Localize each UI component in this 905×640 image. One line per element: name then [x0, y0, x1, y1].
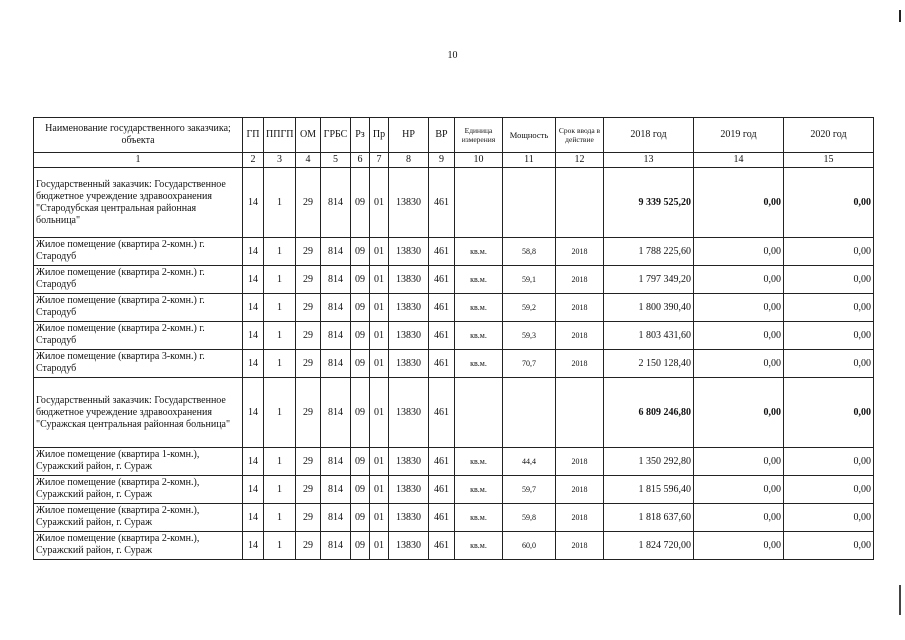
cell-rz: 09 — [351, 168, 370, 238]
cell-nr: 13830 — [389, 238, 429, 266]
cell-2018: 1 788 225,60 — [604, 238, 694, 266]
cell-rz: 09 — [351, 266, 370, 294]
header-cell: ГП — [243, 118, 264, 153]
cell-ppgp: 1 — [264, 168, 296, 238]
cell-2019: 0,00 — [694, 448, 784, 476]
cell-pr: 01 — [370, 238, 389, 266]
scan-edge-mark — [899, 10, 901, 22]
cell-vr: 461 — [429, 350, 455, 378]
cell-grbs: 814 — [321, 266, 351, 294]
cell-2019: 0,00 — [694, 294, 784, 322]
cell-ppgp: 1 — [264, 532, 296, 560]
cell-nr: 13830 — [389, 532, 429, 560]
cell-name: Жилое помещение (квартира 2-комн.) г. Стародуб — [34, 266, 243, 294]
object-row — [34, 476, 874, 504]
cell-gp: 14 — [243, 532, 264, 560]
cell-gp: 14 — [243, 238, 264, 266]
cell-unit: кв.м. — [455, 504, 503, 532]
cell-2019: 0,00 — [694, 504, 784, 532]
scan-edge-mark — [899, 585, 901, 615]
cell-2020: 0,00 — [784, 532, 874, 560]
header-row — [34, 118, 874, 153]
cell-2018: 1 350 292,80 — [604, 448, 694, 476]
cell-2020: 0,00 — [784, 350, 874, 378]
cell-om: 29 — [296, 168, 321, 238]
cell-name: Жилое помещение (квартира 2-комн.) г. Стародуб — [34, 294, 243, 322]
header-cell: Мощность — [503, 118, 556, 153]
cell-gp: 14 — [243, 168, 264, 238]
cell-grbs: 814 — [321, 504, 351, 532]
cell-2018: 1 824 720,00 — [604, 532, 694, 560]
column-number: 10 — [455, 153, 503, 168]
cell-power: 60,0 — [503, 532, 556, 560]
cell-gp: 14 — [243, 448, 264, 476]
cell-ppgp: 1 — [264, 294, 296, 322]
cell-pr: 01 — [370, 532, 389, 560]
cell-rz: 09 — [351, 448, 370, 476]
cell-om: 29 — [296, 294, 321, 322]
page-number: 10 — [447, 50, 458, 61]
object-row — [34, 294, 874, 322]
cell-ppgp: 1 — [264, 350, 296, 378]
cell-nr: 13830 — [389, 294, 429, 322]
header-cell: ОМ — [296, 118, 321, 153]
header-cell: 2019 год — [694, 118, 784, 153]
cell-grbs: 814 — [321, 476, 351, 504]
cell-2019: 0,00 — [694, 532, 784, 560]
cell-om: 29 — [296, 476, 321, 504]
cell-power: 59,1 — [503, 266, 556, 294]
customer-group-row — [34, 168, 874, 238]
cell-unit — [455, 168, 503, 238]
cell-2019: 0,00 — [694, 378, 784, 448]
cell-ppgp: 1 — [264, 504, 296, 532]
object-row — [34, 322, 874, 350]
cell-nr: 13830 — [389, 350, 429, 378]
cell-2018: 9 339 525,20 — [604, 168, 694, 238]
object-row — [34, 532, 874, 560]
cell-vr: 461 — [429, 294, 455, 322]
cell-nr: 13830 — [389, 476, 429, 504]
cell-2018: 2 150 128,40 — [604, 350, 694, 378]
cell-2020: 0,00 — [784, 266, 874, 294]
cell-pr: 01 — [370, 448, 389, 476]
column-number: 6 — [351, 153, 370, 168]
cell-grbs: 814 — [321, 448, 351, 476]
cell-vr: 461 — [429, 378, 455, 448]
header-cell: НР — [389, 118, 429, 153]
cell-ppgp: 1 — [264, 238, 296, 266]
cell-unit: кв.м. — [455, 532, 503, 560]
cell-nr: 13830 — [389, 168, 429, 238]
customer-group-row — [34, 378, 874, 448]
cell-2018: 1 800 390,40 — [604, 294, 694, 322]
cell-name: Жилое помещение (квартира 1-комн.), Суражский район, г. Сураж — [34, 448, 243, 476]
cell-year: 2018 — [556, 476, 604, 504]
column-number: 2 — [243, 153, 264, 168]
cell-om: 29 — [296, 532, 321, 560]
column-number-row — [34, 153, 874, 168]
cell-gp: 14 — [243, 476, 264, 504]
header-cell: ГРБС — [321, 118, 351, 153]
cell-pr: 01 — [370, 266, 389, 294]
column-number: 3 — [264, 153, 296, 168]
cell-year: 2018 — [556, 322, 604, 350]
object-row — [34, 266, 874, 294]
cell-nr: 13830 — [389, 504, 429, 532]
cell-grbs: 814 — [321, 238, 351, 266]
object-row — [34, 448, 874, 476]
cell-year: 2018 — [556, 266, 604, 294]
cell-year: 2018 — [556, 504, 604, 532]
cell-2018: 1 803 431,60 — [604, 322, 694, 350]
cell-vr: 461 — [429, 504, 455, 532]
cell-vr: 461 — [429, 266, 455, 294]
cell-unit: кв.м. — [455, 350, 503, 378]
cell-rz: 09 — [351, 532, 370, 560]
cell-2020: 0,00 — [784, 448, 874, 476]
cell-name: Жилое помещение (квартира 2-комн.), Суражский район, г. Сураж — [34, 504, 243, 532]
cell-pr: 01 — [370, 378, 389, 448]
header-cell: Пр — [370, 118, 389, 153]
cell-grbs: 814 — [321, 294, 351, 322]
cell-year: 2018 — [556, 294, 604, 322]
cell-grbs: 814 — [321, 378, 351, 448]
cell-year — [556, 378, 604, 448]
column-number: 7 — [370, 153, 389, 168]
cell-vr: 461 — [429, 532, 455, 560]
cell-power — [503, 168, 556, 238]
cell-gp: 14 — [243, 266, 264, 294]
cell-power — [503, 378, 556, 448]
cell-vr: 461 — [429, 238, 455, 266]
header-cell: 2018 год — [604, 118, 694, 153]
cell-om: 29 — [296, 504, 321, 532]
cell-ppgp: 1 — [264, 448, 296, 476]
header-cell: 2020 год — [784, 118, 874, 153]
column-number: 4 — [296, 153, 321, 168]
cell-grbs: 814 — [321, 322, 351, 350]
cell-2020: 0,00 — [784, 168, 874, 238]
object-row — [34, 238, 874, 266]
cell-pr: 01 — [370, 350, 389, 378]
cell-2020: 0,00 — [784, 378, 874, 448]
cell-unit: кв.м. — [455, 238, 503, 266]
cell-vr: 461 — [429, 448, 455, 476]
cell-gp: 14 — [243, 378, 264, 448]
column-number: 8 — [389, 153, 429, 168]
object-row — [34, 504, 874, 532]
cell-unit: кв.м. — [455, 476, 503, 504]
cell-gp: 14 — [243, 322, 264, 350]
cell-2020: 0,00 — [784, 504, 874, 532]
cell-2019: 0,00 — [694, 476, 784, 504]
cell-ppgp: 1 — [264, 266, 296, 294]
header-cell: ППГП — [264, 118, 296, 153]
column-number: 13 — [604, 153, 694, 168]
cell-grbs: 814 — [321, 350, 351, 378]
cell-rz: 09 — [351, 378, 370, 448]
cell-2018: 1 815 596,40 — [604, 476, 694, 504]
cell-2020: 0,00 — [784, 322, 874, 350]
cell-om: 29 — [296, 448, 321, 476]
cell-2019: 0,00 — [694, 238, 784, 266]
cell-2019: 0,00 — [694, 322, 784, 350]
cell-unit: кв.м. — [455, 294, 503, 322]
cell-year — [556, 168, 604, 238]
header-cell: Единица измерения — [455, 118, 503, 153]
cell-grbs: 814 — [321, 168, 351, 238]
column-number: 9 — [429, 153, 455, 168]
cell-year: 2018 — [556, 448, 604, 476]
cell-pr: 01 — [370, 504, 389, 532]
cell-nr: 13830 — [389, 378, 429, 448]
cell-gp: 14 — [243, 504, 264, 532]
cell-rz: 09 — [351, 350, 370, 378]
cell-power: 59,3 — [503, 322, 556, 350]
column-number: 1 — [34, 153, 243, 168]
header-cell: Срок ввода в действие — [556, 118, 604, 153]
investment-table — [33, 117, 874, 560]
column-number: 12 — [556, 153, 604, 168]
cell-pr: 01 — [370, 294, 389, 322]
cell-rz: 09 — [351, 238, 370, 266]
cell-year: 2018 — [556, 238, 604, 266]
cell-power: 59,7 — [503, 476, 556, 504]
cell-name: Жилое помещение (квартира 3-комн.) г. Стародуб — [34, 350, 243, 378]
cell-unit: кв.м. — [455, 448, 503, 476]
cell-gp: 14 — [243, 294, 264, 322]
cell-power: 59,2 — [503, 294, 556, 322]
column-number: 15 — [784, 153, 874, 168]
cell-name: Жилое помещение (квартира 2-комн.) г. Стародуб — [34, 322, 243, 350]
cell-om: 29 — [296, 266, 321, 294]
cell-rz: 09 — [351, 476, 370, 504]
cell-vr: 461 — [429, 168, 455, 238]
header-cell: Наименование государственного заказчика; объекта — [34, 118, 243, 153]
cell-power: 70,7 — [503, 350, 556, 378]
cell-om: 29 — [296, 322, 321, 350]
header-cell: ВР — [429, 118, 455, 153]
cell-2020: 0,00 — [784, 294, 874, 322]
cell-ppgp: 1 — [264, 378, 296, 448]
cell-unit: кв.м. — [455, 322, 503, 350]
column-number: 14 — [694, 153, 784, 168]
cell-om: 29 — [296, 350, 321, 378]
cell-grbs: 814 — [321, 532, 351, 560]
cell-2018: 1 818 637,60 — [604, 504, 694, 532]
cell-pr: 01 — [370, 476, 389, 504]
cell-nr: 13830 — [389, 266, 429, 294]
cell-2018: 1 797 349,20 — [604, 266, 694, 294]
cell-2019: 0,00 — [694, 350, 784, 378]
cell-2019: 0,00 — [694, 168, 784, 238]
cell-pr: 01 — [370, 168, 389, 238]
column-number: 11 — [503, 153, 556, 168]
cell-vr: 461 — [429, 476, 455, 504]
cell-nr: 13830 — [389, 322, 429, 350]
cell-year: 2018 — [556, 532, 604, 560]
header-cell: Рз — [351, 118, 370, 153]
cell-name: Государственный заказчик: Государственное бюджетное учреждение здравоохранения "Стародубская центральная районная больница" — [34, 168, 243, 238]
object-row — [34, 350, 874, 378]
cell-rz: 09 — [351, 294, 370, 322]
cell-ppgp: 1 — [264, 322, 296, 350]
cell-name: Жилое помещение (квартира 2-комн.) г. Стародуб — [34, 238, 243, 266]
cell-om: 29 — [296, 378, 321, 448]
column-number: 5 — [321, 153, 351, 168]
cell-power: 44,4 — [503, 448, 556, 476]
cell-power: 59,8 — [503, 504, 556, 532]
cell-gp: 14 — [243, 350, 264, 378]
cell-unit — [455, 378, 503, 448]
cell-2020: 0,00 — [784, 238, 874, 266]
cell-rz: 09 — [351, 322, 370, 350]
cell-vr: 461 — [429, 322, 455, 350]
cell-nr: 13830 — [389, 448, 429, 476]
cell-unit: кв.м. — [455, 266, 503, 294]
cell-om: 29 — [296, 238, 321, 266]
cell-year: 2018 — [556, 350, 604, 378]
cell-name: Жилое помещение (квартира 2-комн.), Суражский район, г. Сураж — [34, 476, 243, 504]
cell-ppgp: 1 — [264, 476, 296, 504]
cell-power: 58,8 — [503, 238, 556, 266]
cell-pr: 01 — [370, 322, 389, 350]
cell-rz: 09 — [351, 504, 370, 532]
cell-2020: 0,00 — [784, 476, 874, 504]
cell-2019: 0,00 — [694, 266, 784, 294]
cell-name: Жилое помещение (квартира 2-комн.), Суражский район, г. Сураж — [34, 532, 243, 560]
cell-2018: 6 809 246,80 — [604, 378, 694, 448]
cell-name: Государственный заказчик: Государственное бюджетное учреждение здравоохранения "Суражская центральная районная больница" — [34, 378, 243, 448]
